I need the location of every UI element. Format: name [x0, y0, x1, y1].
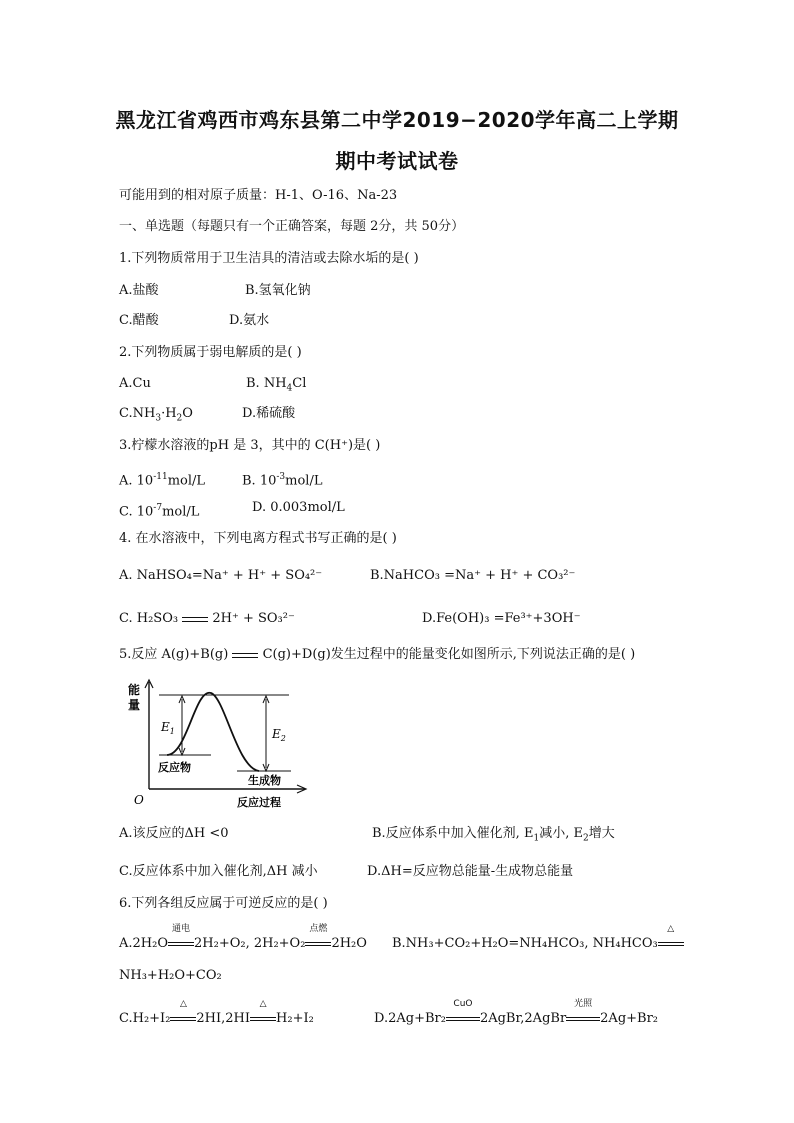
diagram-origin-label: O: [134, 793, 144, 807]
diagram-reactants-label: 反应物: [158, 761, 191, 774]
reversible-arrow-icon: [182, 614, 208, 624]
exam-title-line1: 黑龙江省鸡西市鸡东县第二中学2019−2020学年高二上学期: [115, 108, 679, 132]
q6-option-a: A.2H₂O 通电 2H₂+O₂, 2H₂+O₂ 点燃 2H₂O: [119, 924, 367, 951]
condition-arrow: △: [170, 1010, 196, 1028]
q6-stem: 6.下列各组反应属于可逆反应的是( ): [119, 896, 328, 911]
diagram-y-label-2: 量: [128, 698, 141, 712]
reversible-arrow-icon: [232, 650, 258, 660]
atomic-mass-note: 可能用到的相对原子质量：H-1、O-16、Na-23: [119, 188, 398, 203]
q3-option-c: C. $10^{-7}mol/L$: [119, 503, 200, 520]
q3-option-a: A. $10^{-11}mol/L$: [119, 472, 206, 489]
q5-stem: 5.反应 A(g)+B(g) C(g)+D(g)发生过程中的能量变化如图所示,下列说法正确的是( ): [119, 647, 636, 662]
diagram-x-label: 反应过程: [237, 796, 281, 809]
q6-option-c: C.H₂+I₂ △ 2HI,2HI △ H₂+I₂: [119, 999, 314, 1026]
q3-option-b: B. $10^{-3}mol/L$: [242, 472, 323, 489]
q2-option-c: $C.NH_3\cdot H_2O$: [119, 406, 193, 424]
diagram-energy-curve: [167, 693, 259, 771]
q5-option-d: D.ΔH=反应物总能量-生成物总能量: [367, 864, 574, 879]
condition-arrow: CuO: [446, 1010, 480, 1028]
condition-arrow: △: [658, 935, 684, 953]
q4-option-b: B.NaHCO₃ =Na⁺ + H⁺ + CO₃²⁻: [370, 568, 576, 583]
q6-option-d: D.2Ag+Br₂ CuO 2AgBr,2AgBr 光照 2Ag+Br₂: [374, 999, 659, 1026]
condition-arrow: 点燃: [305, 935, 331, 953]
exam-title-line2: 期中考试试卷: [335, 149, 459, 173]
diagram-e2-label: $E_2$: [272, 727, 286, 743]
q4-option-c: C. H₂SO₃ 2H⁺ + SO₃²⁻: [119, 611, 295, 626]
diagram-y-label-1: 能: [128, 683, 141, 697]
q6-option-b-cont: NH₃+H₂O+CO₂: [119, 968, 222, 983]
condition-arrow: △: [250, 1010, 276, 1028]
q4-option-d: D.Fe(OH)₃ =Fe³⁺+3OH⁻: [422, 611, 581, 626]
q5-option-a: A.该反应的ΔH <0: [119, 826, 229, 841]
q4-stem: 4. 在水溶液中，下列电离方程式书写正确的是( ): [119, 531, 397, 546]
q1-option-d: D.氨水: [229, 313, 270, 328]
diagram-products-label: 生成物: [248, 774, 281, 787]
q1-stem: 1.下列物质常用于卫生洁具的清洁或去除水垢的是( ): [119, 251, 419, 266]
q2-stem: 2.下列物质属于弱电解质的是( ): [119, 345, 302, 360]
q3-option-d: D. 0.003mol/L: [252, 500, 345, 515]
q1-option-c: C.醋酸: [119, 313, 159, 328]
q3-stem: 3.柠檬水溶液的pH 是 3，其中的 C(H⁺)是( ): [119, 438, 381, 453]
q1-option-a: A.盐酸: [119, 283, 159, 298]
q2-option-a: A.Cu: [119, 376, 151, 391]
q1-option-b: B.氢氧化钠: [245, 283, 311, 298]
q2-option-b: B. $NH_4Cl$: [246, 376, 307, 394]
condition-arrow: 光照: [566, 1010, 600, 1028]
section-one-heading: 一、单选题（每题只有一个正确答案，每题 2分，共 50分）: [119, 219, 465, 234]
q4-option-a: A. NaHSO₄=Na⁺ + H⁺ + SO₄²⁻: [119, 568, 323, 583]
condition-arrow: 通电: [168, 935, 194, 953]
energy-diagram: [125, 676, 315, 812]
q5-option-b: B.反应体系中加入催化剂, $E_1$减小, $E_2$增大: [372, 826, 615, 844]
q5-option-c: C.反应体系中加入催化剂,ΔH 减小: [119, 864, 318, 879]
q6-option-b: B.NH₃+CO₂+H₂O=NH₄HCO₃, NH₄HCO₃ △: [392, 935, 684, 953]
q2-option-d: D.稀硫酸: [242, 406, 296, 421]
diagram-e1-label: $E_1$: [161, 720, 175, 736]
